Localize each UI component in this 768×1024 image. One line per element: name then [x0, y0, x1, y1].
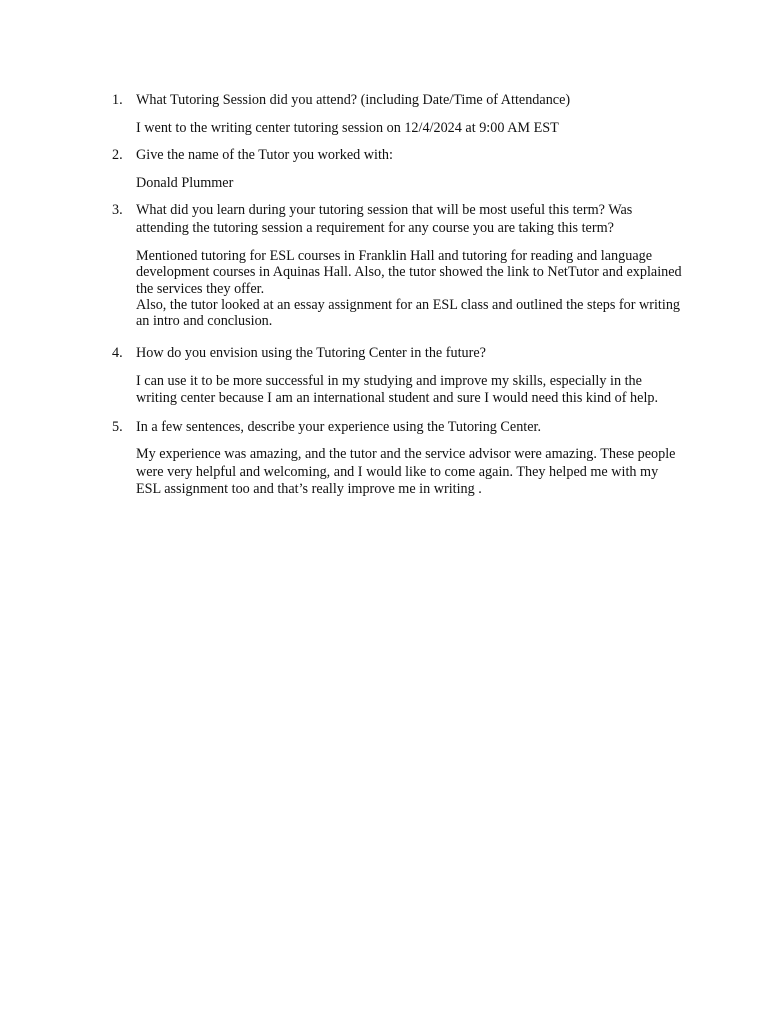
question-number: 4. — [112, 345, 123, 362]
answer-line: I can use it to be more successful in my studying and improve my skills, especially in the writing center because I am an international student and sure I would need this kind of help. — [136, 372, 659, 407]
question-item-4 — [112, 345, 682, 408]
question-item-5 — [112, 419, 682, 499]
answer-text — [136, 120, 682, 137]
answer-line: My experience was amazing, and the tutor and the service advisor were amazing. These people were very helpful and welcoming, and I would like to come again. They helped me with my ESL assignment too and that’s really improve me in writing . — [136, 446, 676, 498]
question-text: In a few sentences, describe your experience using the Tutoring Center. — [136, 418, 542, 435]
question-number: 5. — [112, 418, 123, 435]
answer-line: Also, the tutor looked at an essay assignment for an ESL class and outlined the steps for writing an intro and conclusion. — [136, 296, 681, 330]
question-item-2 — [112, 147, 682, 191]
question-number: 1. — [112, 92, 123, 108]
question-text: What did you learn during your tutoring session that will be most useful this term? Was attending the tutoring session a requirement for any course you are taking this term? — [136, 202, 633, 236]
answer-text — [136, 446, 682, 499]
answer-text — [136, 248, 682, 329]
question-text: How do you envision using the Tutoring Center in the future? — [136, 345, 486, 362]
question-item-3 — [112, 202, 682, 329]
question-text: Give the name of the Tutor you worked with: — [136, 147, 393, 163]
question-number: 2. — [112, 147, 123, 163]
answer-line: I went to the writing center tutoring session on 12/4/2024 at 9:00 AM EST — [136, 119, 559, 136]
answer-line: Mentioned tutoring for ESL courses in Franklin Hall and tutoring for reading and language development courses in Aquinas Hall. Also, the tutor showed the link to NetTutor and explained the services they offer. — [136, 248, 682, 297]
question-text: What Tutoring Session did you attend? (including Date/Time of Attendance) — [136, 92, 571, 108]
answer-line: Donald Plummer — [136, 174, 234, 191]
answer-text — [136, 373, 682, 408]
question-number: 3. — [112, 202, 123, 218]
question-list — [112, 92, 682, 499]
question-item-1 — [112, 92, 682, 136]
answer-text — [136, 175, 682, 192]
